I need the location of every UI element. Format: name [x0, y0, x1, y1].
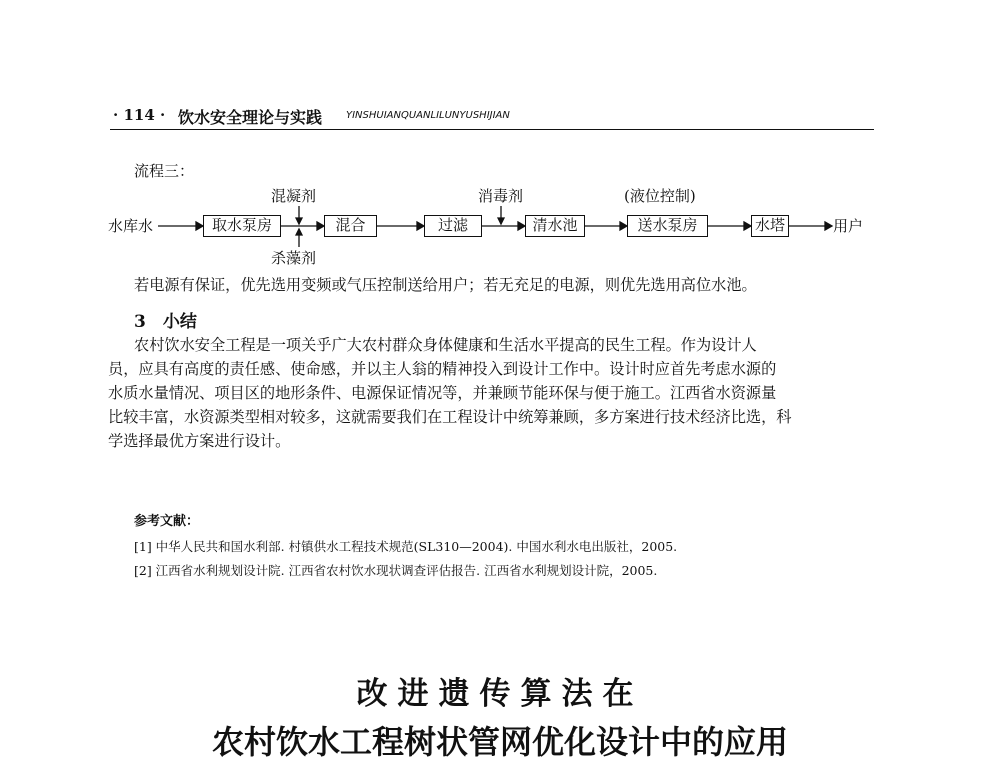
process-label: 流程三： [134, 162, 195, 180]
arrowhead [518, 222, 525, 230]
node-filtration: 过滤 [424, 215, 482, 237]
summary-line: 员，应具有高度的责任感、使命感，并以主人翁的精神投入到设计工作中。设计时应首先考虑水源的 [108, 360, 777, 378]
summary-line: 水质水量情况、项目区的地形条件、电源保证情况等，并兼顾节能环保与便于施工。江西省水资源量 [108, 384, 777, 402]
arrowhead [498, 218, 504, 224]
arrowhead [196, 222, 203, 230]
arrowhead [417, 222, 424, 230]
arrowhead [296, 218, 302, 224]
references-heading: 参考文献： [134, 514, 200, 529]
summary-line: 农村饮水安全工程是一项关乎广大农村群众身体健康和生活水平提高的民生工程。作为设计人 [134, 336, 757, 354]
level-control-label: (液位控制) [624, 187, 696, 205]
section-heading: 3 小结 [134, 312, 197, 332]
node-water-tower: 水塔 [751, 215, 789, 237]
algaecide-label: 杀藻剂 [271, 249, 317, 267]
article-title-line-2: 农村饮水工程树状管网优化设计中的应用 [211, 723, 788, 761]
source-label: 水库水 [108, 217, 154, 235]
node-delivery-pump: 送水泵房 [627, 215, 708, 237]
coagulant-label: 混凝剂 [271, 187, 317, 205]
power-supply-paragraph: 若电源有保证，优先选用变频或气压控制送给用户；若无充足的电源，则优先选用高位水池。 [134, 276, 757, 294]
header-rule [110, 129, 874, 130]
end-user-label: 用户 [833, 217, 864, 235]
node-mixing: 混合 [324, 215, 377, 237]
arrowhead [620, 222, 627, 230]
disinfectant-label: 消毒剂 [478, 187, 524, 205]
reference-item: [2] 江西省水利规划设计院. 江西省农村饮水现状调查评估报告. 江西省水利规划设计院，2005. [134, 563, 658, 578]
page-number: · 114 · [113, 106, 166, 124]
journal-title: 饮水安全理论与实践 [178, 108, 323, 127]
summary-line: 学选择最优方案进行设计。 [108, 432, 291, 450]
summary-paragraph [108, 333, 878, 453]
article-title-line-1: 改进遗传算法在 [356, 676, 644, 712]
arrowhead [825, 222, 832, 230]
reference-item: [1] 中华人民共和国水利部. 村镇供水工程技术规范(SL310—2004). 中国水利水电出版社，2005. [134, 539, 678, 554]
node-intake-pump: 取水泵房 [203, 215, 281, 237]
arrowhead [744, 222, 751, 230]
arrowhead [296, 229, 302, 235]
arrowhead [317, 222, 324, 230]
node-clear-water-tank: 清水池 [525, 215, 585, 237]
summary-line: 比较丰富，水资源类型相对较多，这就需要我们在工程设计中统筹兼顾，多方案进行技术经济比选，科 [108, 408, 792, 426]
journal-pinyin: YINSHUIANQUANLILUNYUSHIJIAN [346, 110, 510, 121]
